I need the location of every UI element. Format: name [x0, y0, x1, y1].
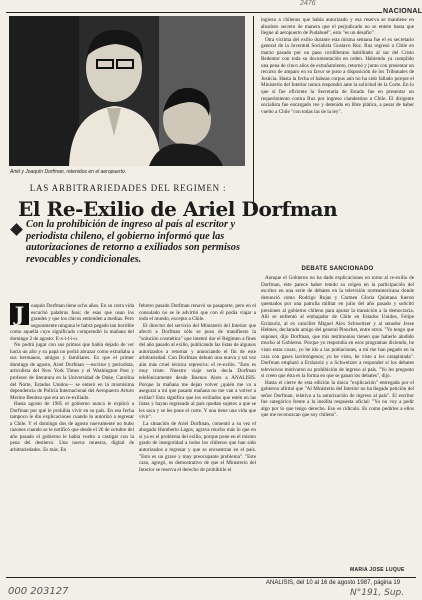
article-title: El Re-Exilio de Ariel Dorfman — [18, 197, 338, 221]
bullet-icon — [10, 223, 23, 236]
article-column-1 — [10, 303, 134, 580]
footer-text: ANALISIS, del 10 al 16 de agosto 1987, página 19 — [266, 580, 401, 586]
article-deck: Con la prohibición de ingreso al país al escritor y periodista chileno, el gobierno informó que las autorizaciones de retorno a exiliados son permisos revocables y condicionales. — [26, 219, 240, 265]
article-kicker: LAS ARBITRARIEDADES DEL REGIMEN : — [29, 183, 227, 193]
section-subhead: DEBATE SANCIONADO — [301, 266, 374, 272]
handwritten-archive-number: 2476 — [300, 0, 316, 7]
col2-paragraph: febrero pasado Dorfman renovó su pasaporte, pero en el consulado no se le advirtió que con él podía viajar a todo el mundo, excepto a Chile. — [139, 303, 256, 323]
article-column-3b — [261, 275, 414, 565]
article-photo — [9, 16, 245, 166]
col3b-paragraph: Aunque el Gobierno no ha dado explicaciones en torno al re-exilio de Dorfman, éste parece haber tenido su origen en la participación del escritor en una serie de debates en la televisión norteamericana donde denunció como Rodrigo Rojas y Carmen Gloria Quintana fueron quemados por una patrulla militar en julio del año pasado y solicitó presiones al gobierno chileno para apurar la transición a la democracia. Allí se enfrentó al embajador de Chile en Estados Unidos, Felipe Errázuriz, al ex canciller Miguel Alex Schweitzer y al senador Jesse Helmes, declarado amigo del general Pinochet, entre otros. "Yo tengo que suponer, dijo Dorfman, que mis testimonios tienen que haberle aludido mucho al Gobierno. Porque yo respondía en esos programas diciendo, he visto estas cosas, yo he ido a las poblaciones, a mí me han pegado en la cara con gases lacrimógenos; yo he visto, he visto a los carapintada". Dorfman emplazó a Errázuriz y a Schweitzer a responder si los debates televisivos motivaron su prohibición de ingreso al país. "Yo les pregunto si creen que ésta es la forma en que se ganan los debates", dijo. — [261, 275, 414, 380]
col1-paragraph: No podrá jugar con sus primos que había dejado de ver hacía un año y su papá no podrá abrazar como extrañaba a sus hermanos, amigos y familiares. Es que el primer domingo de agosto, Ariel Dorfman —escritor y periodista, articulista del New York Times y el Washington Post y profesor de literatura en la Universidad de Duke, Carolina del Norte, Estados Unidos— se enteró en la mismísima dependencia de Policía Internacional del Aeropuerto Arturo Merino Benítez que era un re-exiliado. — [10, 342, 134, 401]
col1-paragraph: oaquín Dorfman tiene ocho años. En su corta vida escuchó palabras feas; de esas que usan los grandes y que los chicos entienden a medias. Pero seguramente ninguna le habrá pegado tan horrible como aquella cuyo significado comprendió la mañana del domingo 2 de agosto: E-x-i-l-i-o. — [10, 303, 134, 342]
photo-caption: Ariel y Joaquín Dorfman, retenidos en el aeropuerto. — [10, 169, 127, 175]
article-column-2 — [139, 303, 256, 580]
article-column-3 — [261, 17, 414, 265]
section-label: NACIONAL — [383, 8, 422, 15]
column-divider — [253, 16, 254, 210]
author-signature: MARIA JOSE LUQUE — [350, 567, 405, 573]
archive-stamp: 000 203127 — [8, 586, 69, 597]
col2-paragraph: La situación de Ariel Dorfman, comentó a su vez el abogado Humberto Lagos, agrava mucho más lo que en sí ya es el problema del exilio, porque pone en el mismo grado de inseguridad a todos los chilenos que han sido autorizados a regresar y que se encuentran en el país. "Esto es un grave y muy preocupante problema". "Este caso, agregó, es demostrativo de que el Ministerio del Interior se reserva el derecho de prohibirle el — [139, 420, 256, 473]
dropcap-letter: J — [14, 302, 25, 326]
col3-paragraph: ingreso a chilenos que había autorizado y esa reserva se mantiene en absoluto secreto de manera que el perjudicado no se entere hasta que llegue al aeropuerto de Pudahuel", esto "es un desafío". — [261, 17, 414, 37]
col2-paragraph: El director del servicio del Ministerio del Interior que afectó a Dorfman sólo se puso de manifiesto la "solución cosmética" que intentó dar el Régimen a fines del año pasado al exilio, publicando las listas de algunos autorizados a retornar y anunciando el fin de este arbitrariedad. Con Dorfman debutó una nueva y tal vez aún más cruel técnica represiva: el re-exilio. "Esto es muy triste. Nuestro viaje sería decía Dorfman telefónicamente desde Buenos Aires a ANALISIS. Porque la mañana me dejan volver ¿quién me va a asegurar a mí que pasado mañana no me van a volver a exiliar? Esto significa que los exiliados que estén en las listas y hayan regresado al país quedan sujetos a que se les saca y se les pone el corte. Y una tiene una vida que vivir". — [139, 322, 256, 421]
footer-rule — [6, 577, 416, 578]
col1-paragraph: Hasta agosto de 1985 el gobierno nunca le explicó a Dorfman por qué le prohibía vivir en su país. En esa fecha tampoco le dio explicaciones cuando lo autorizó a regresar a Chile. Y el domingo dos de agosto nuevamente no hubo razones cuando se le notificó que desde el 26 de octubre del año pasado el gobierno le había vuelto a castigar con la pena del destierro. Una nueva muestra, digital de arbitrariedades. Es más. En — [10, 401, 134, 454]
header-rule — [6, 12, 382, 13]
col3b-paragraph: Hasta el cierre de esta edición la única "explicación" entregada por el gobierno afirmó que "Al Ministerio del Interior no ha llegado petición del señor Dorfman, relativa a la autorización de ingreso al país". El escritor fue categórico frente a la insólita respuesta oficial: "Yo no voy a pedir algo por lo que tengo derecho. Eso es ridículo. Es como pedirles a ellos que me reconozcan que soy chileno". — [261, 379, 414, 419]
photo-illustration — [9, 16, 245, 166]
handwritten-note: N°191, Sup. — [350, 588, 405, 598]
col3-paragraph: Otra víctima del exilio durante esta misma semana fue el ex secretario general de la Juventud Socialista Gustavo Ruz. Ruz regresó a Chile en marzo pasado por un paso cordillerano habilitado al sur del Cristo Redentor con toda su documentación en orden. Habiendo ya cumplido una pena de cinco años de extrañamiento, retornó y junto con presentar un recurso de amparo en su favor se puso a disposición de los Tribunales de Justicia. Hasta la fecha el habeas corpus aún no ha sido fallado porque el Ministerio del Interior nunca respondió ante la solicitud de la Corte. En lo que sí fue eficiente la Secretaría de Estado fue en presentar un requerimiento contra Ruz por ingreso clandestino a Chile. El dirigente socialista fue encargado reo y detenido en libre plática, a pesar de haber vuelto a Chile "con todas las de la ley". — [261, 36, 414, 115]
